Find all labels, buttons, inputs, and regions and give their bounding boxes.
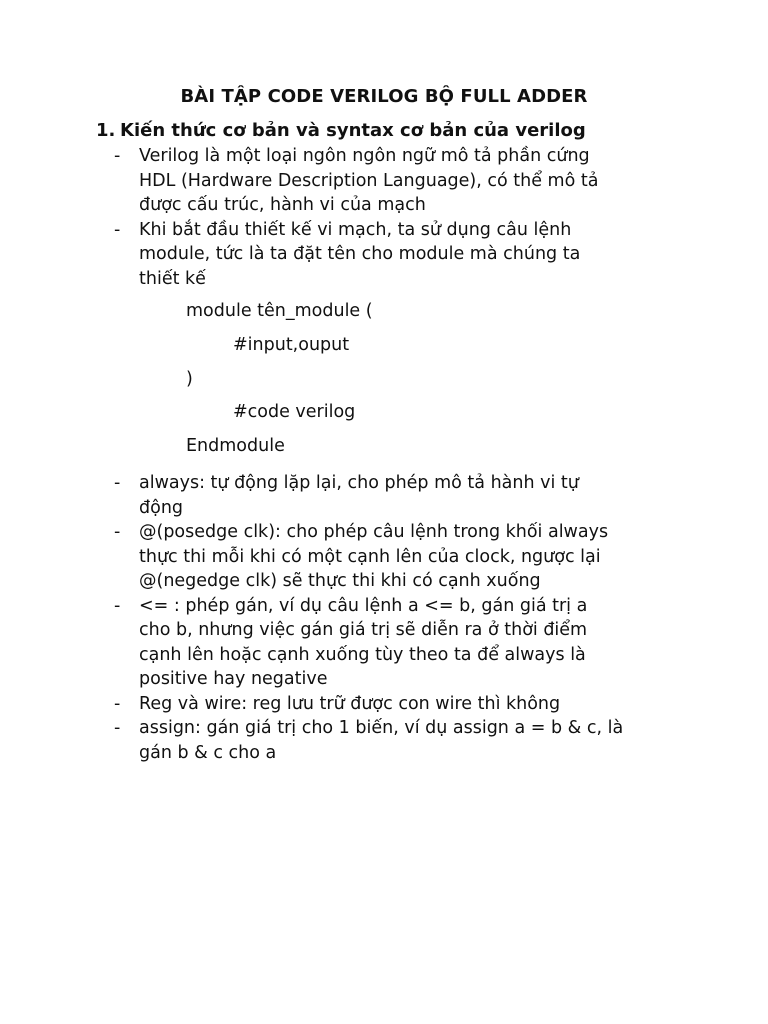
bullet-list-bottom	[0, 471, 768, 765]
list-item-line: được cấu trúc, hành vi của mạch	[139, 195, 426, 215]
list-item-line: thực thi mỗi khi có một cạnh lên của clock, ngược lại	[139, 546, 601, 567]
list-item-line: positive hay negative	[139, 669, 328, 689]
list-item	[0, 471, 768, 520]
section-heading	[96, 120, 586, 141]
list-item-line: cho b, nhưng việc gán giá trị sẽ diễn ra ở thời điểm	[139, 620, 588, 640]
list-item	[0, 520, 768, 594]
code-line: #input,ouput	[233, 335, 350, 355]
section-number: 1.	[96, 120, 116, 141]
section-heading-text: Kiến thức cơ bản và syntax cơ bản của verilog	[120, 120, 586, 141]
list-item-line: gán b & c cho a	[139, 742, 277, 763]
bullet-list-top	[0, 144, 768, 291]
list-item	[0, 144, 768, 218]
code-line: #code verilog	[233, 402, 356, 422]
list-item-line: cạnh lên hoặc cạnh xuống tùy theo ta để always là	[139, 644, 586, 665]
list-item-line: @(posedge clk): cho phép câu lệnh trong khối always	[139, 522, 609, 542]
bullet-dash: -	[114, 219, 121, 240]
document-title: BÀI TẬP CODE VERILOG BỘ FULL ADDER	[180, 86, 588, 107]
list-item-line: Reg và wire: reg lưu trữ được con wire thì không	[139, 693, 561, 714]
bullet-dash: -	[114, 718, 121, 738]
bullet-dash: -	[114, 473, 121, 493]
list-item-line: Verilog là một loại ngôn ngôn ngữ mô tả phần cứng	[139, 146, 590, 166]
bullet-dash: -	[114, 595, 121, 616]
list-item	[0, 218, 768, 292]
list-item-line: assign: gán giá trị cho 1 biến, ví dụ assign a = b & c, là	[139, 718, 624, 738]
list-item-line: always: tự động lặp lại, cho phép mô tả hành vi tự	[139, 473, 579, 493]
bullet-dash: -	[114, 693, 121, 714]
bullet-dash: -	[114, 522, 121, 542]
list-item-line: thiết kế	[139, 268, 206, 289]
list-item-line: module, tức là ta đặt tên cho module mà chúng ta	[139, 244, 581, 264]
list-item	[0, 692, 768, 717]
code-line: Endmodule	[186, 436, 285, 456]
list-item-line: @(negedge clk) sẽ thực thi khi có cạnh xuống	[139, 571, 541, 591]
code-line: module tên_module (	[186, 301, 373, 321]
list-item	[0, 716, 768, 765]
code-line: )	[186, 369, 193, 389]
list-item-line: Khi bắt đầu thiết kế vi mạch, ta sử dụng câu lệnh	[139, 219, 572, 240]
bullet-dash: -	[114, 146, 121, 166]
list-item	[0, 594, 768, 692]
list-item-line: HDL (Hardware Description Language), có thể mô tả	[139, 170, 599, 191]
list-item-line: động	[139, 497, 184, 518]
list-item-line: <= : phép gán, ví dụ câu lệnh a <= b, gán giá trị a	[139, 595, 588, 616]
